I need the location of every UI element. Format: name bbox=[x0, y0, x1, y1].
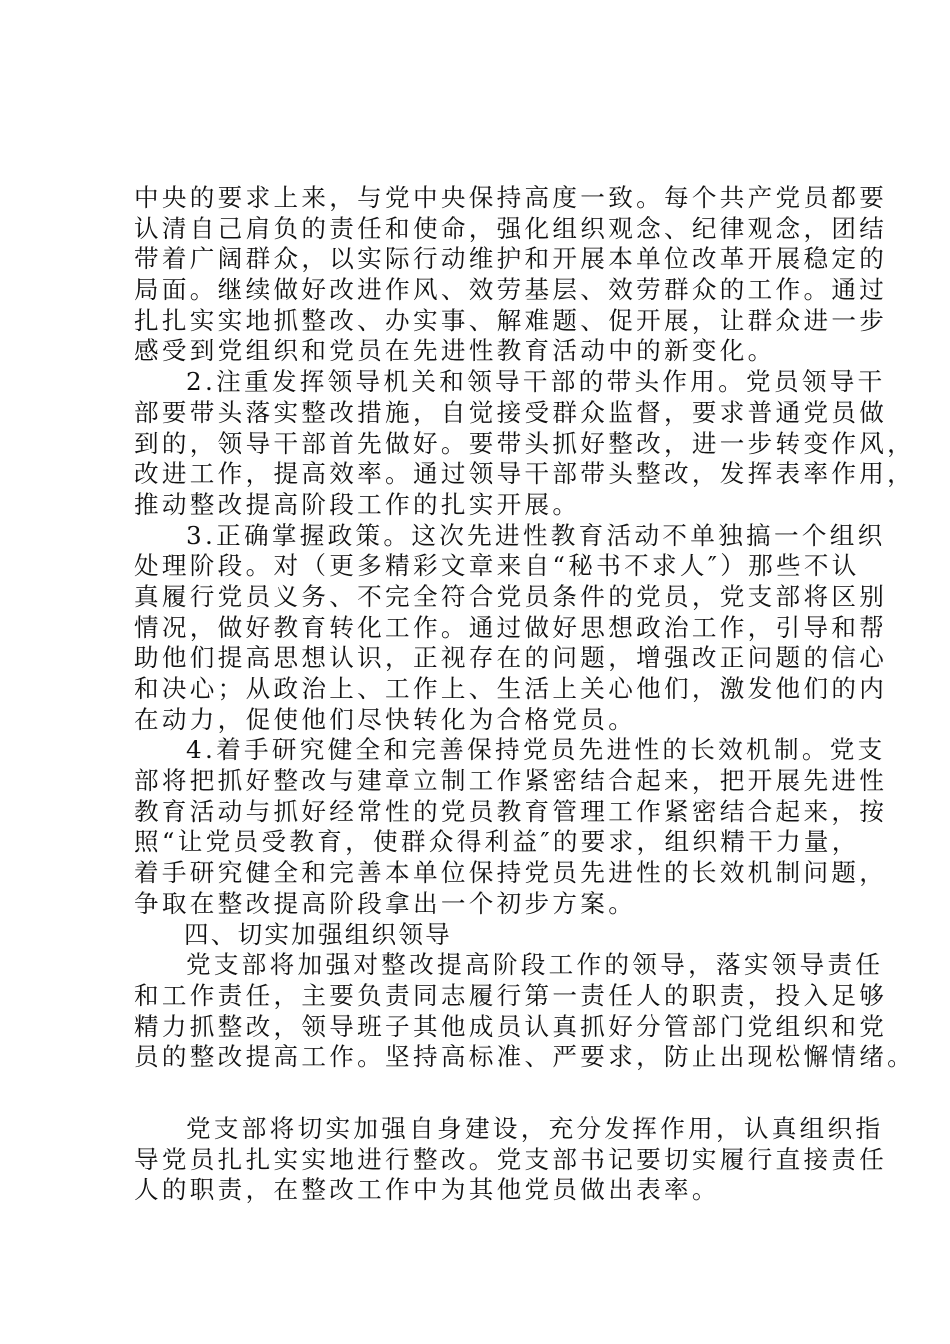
text-line: 党支部将加强对整改提高阶段工作的领导，落实领导责任 bbox=[186, 950, 884, 980]
text-line: 认清自己肩负的责任和使命，强化组织观念、纪律观念，团结 bbox=[134, 213, 888, 243]
text-line: 部要带头落实整改措施，自觉接受群众监督，要求普通党员做 bbox=[134, 397, 888, 427]
text-line: 带着广阔群众，以实际行动维护和开展本单位改革开展稳定的 bbox=[134, 244, 888, 274]
text-line: 处理阶段。对（更多精彩文章来自“秘书不求人″）那些不认 bbox=[134, 551, 860, 581]
text-line: 人的职责，在整改工作中为其他党员做出表率。 bbox=[134, 1175, 720, 1205]
text-line: 在动力，促使他们尽快转化为合格党员。 bbox=[134, 704, 637, 734]
text-line: 助他们提高思想认识，正视存在的问题，增强改正问题的信心 bbox=[134, 643, 888, 673]
text-line: 局面。继续做好改进作风、效劳基层、效劳群众的工作。通过 bbox=[134, 275, 888, 305]
text-line: 推动整改提高阶段工作的扎实开展。 bbox=[134, 489, 581, 519]
section-4-heading-line: 4.着手研究健全和完善保持党员先进性的长效机制。党支 bbox=[186, 735, 886, 765]
document-body bbox=[134, 183, 916, 1073]
text-line: 改进工作，提高效率。通过领导干部带头整改，发挥表率作用， bbox=[134, 459, 916, 489]
section-3-heading-line: 3.正确掌握政策。这次先进性教育活动不单独搞一个组织 bbox=[186, 520, 886, 550]
text-line: 党支部将切实加强自身建设，充分发挥作用，认真组织指 bbox=[186, 1114, 884, 1143]
text-line: 情况，做好教育转化工作。通过做好思想政治工作，引导和帮 bbox=[134, 612, 888, 642]
text-line: 部将把抓好整改与建章立制工作紧密结合起来，把开展先进性 bbox=[134, 766, 888, 796]
text-line: 扎扎实实地抓整改、办实事、解难题、促开展，让群众进一步 bbox=[134, 305, 888, 335]
text-line: 和决心；从政治上、工作上、生活上关心他们，激发他们的内 bbox=[134, 674, 888, 703]
text-line: 精力抓整改，领导班子其他成员认真抓好分管部门党组织和党 bbox=[134, 1011, 888, 1041]
text-line: 到的，领导干部首先做好。要带头抓好整改，进一步转变作风， bbox=[134, 428, 916, 458]
section-2-heading-line: 2.注重发挥领导机关和领导干部的带头作用。党员领导干 bbox=[186, 367, 886, 397]
section-heading: 四、切实加强组织领导 bbox=[184, 919, 452, 949]
text-line: 着手研究健全和完善本单位保持党员先进性的长效机制问题， bbox=[134, 858, 888, 888]
text-line: 和工作责任，主要负责同志履行第一责任人的职责，投入足够 bbox=[134, 980, 888, 1010]
text-line: 争取在整改提高阶段拿出一个初步方案。 bbox=[134, 888, 637, 918]
text-line: 感受到党组织和党员在先进性教育活动中的新变化。 bbox=[134, 336, 776, 366]
final-paragraph bbox=[134, 1114, 888, 1206]
text-line: 教育活动与抓好经常性的党员教育管理工作紧密结合起来，按 bbox=[134, 796, 888, 826]
text-line: 导党员扎扎实实地进行整改。党支部书记要切实履行直接责任 bbox=[134, 1144, 888, 1174]
text-line: 照“让党员受教育，使群众得利益″的要求，组织精干力量， bbox=[134, 827, 860, 857]
text-line: 员的整改提高工作。坚持高标准、严要求，防止出现松懈情绪。 bbox=[134, 1042, 916, 1072]
text-line: 中央的要求上来，与党中央保持高度一致。每个共产党员都要 bbox=[134, 183, 888, 212]
text-line: 真履行党员义务、不完全符合党员条件的党员，党支部将区别 bbox=[134, 581, 888, 611]
